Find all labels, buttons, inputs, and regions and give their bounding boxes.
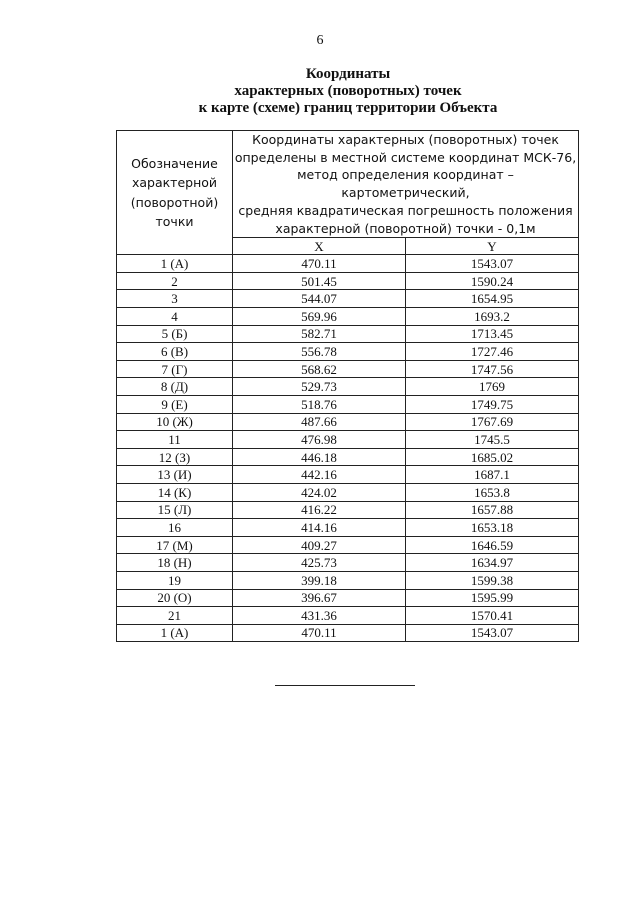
header-line: средняя квадратическая погрешность положения (238, 202, 573, 218)
point-cell: 5 (Б) (117, 325, 233, 343)
header-line: (поворотной) (130, 194, 219, 210)
point-cell: 18 (Н) (117, 554, 233, 572)
table-row (117, 272, 579, 290)
x-cell: 431.36 (233, 607, 406, 625)
point-cell: 8 (Д) (117, 378, 233, 396)
header-line: Координаты характерных (поворотных) точек (252, 132, 559, 147)
point-cell: 10 (Ж) (117, 413, 233, 431)
header-line: определены в местной системе координат МСК-76, (234, 149, 577, 165)
table-row (117, 589, 579, 607)
header-line: характерной (131, 175, 218, 191)
header-line: характерной (поворотной) точки - 0,1м (275, 220, 536, 236)
title-line-3: к карте (схеме) границ территории Объекта (198, 100, 498, 116)
page-number: 6 (316, 33, 324, 48)
point-cell: 19 (117, 571, 233, 589)
x-cell: 487.66 (233, 413, 406, 431)
y-cell: 1590.24 (406, 272, 579, 290)
x-cell: 399.18 (233, 571, 406, 589)
y-cell: 1599.38 (406, 571, 579, 589)
x-cell: 544.07 (233, 290, 406, 308)
point-cell: 14 (К) (117, 483, 233, 501)
y-cell: 1570.41 (406, 607, 579, 625)
y-cell: 1727.46 (406, 343, 579, 361)
table-row (117, 325, 579, 343)
point-cell: 17 (М) (117, 536, 233, 554)
table-row (117, 624, 579, 642)
point-cell: 15 (Л) (117, 501, 233, 519)
point-cell: 1 (А) (117, 255, 233, 273)
table-row (117, 255, 579, 273)
x-cell: 470.11 (233, 624, 406, 642)
point-cell: 16 (117, 519, 233, 537)
table-row (117, 448, 579, 466)
y-cell: 1657.88 (406, 501, 579, 519)
document-title (0, 66, 640, 117)
y-cell: 1653.18 (406, 519, 579, 537)
x-cell: 569.96 (233, 308, 406, 326)
point-cell: 2 (117, 272, 233, 290)
table-row (117, 607, 579, 625)
x-cell: 425.73 (233, 554, 406, 572)
y-cell: 1769 (406, 378, 579, 396)
y-cell: 1685.02 (406, 448, 579, 466)
y-cell: 1543.07 (406, 624, 579, 642)
y-cell: 1745.5 (406, 431, 579, 449)
x-cell: 568.62 (233, 360, 406, 378)
table-row (117, 431, 579, 449)
table-row (117, 343, 579, 361)
table-row (117, 395, 579, 413)
title-line-1: Координаты (305, 66, 391, 82)
y-cell: 1767.69 (406, 413, 579, 431)
header-line: точки (155, 214, 194, 230)
x-cell: 476.98 (233, 431, 406, 449)
x-cell: 424.02 (233, 483, 406, 501)
table-row (117, 413, 579, 431)
point-cell: 12 (З) (117, 448, 233, 466)
y-cell: 1693.2 (406, 308, 579, 326)
table-row (117, 308, 579, 326)
x-cell: 501.45 (233, 272, 406, 290)
table-row (117, 483, 579, 501)
x-cell: 470.11 (233, 255, 406, 273)
point-cell: 3 (117, 290, 233, 308)
coordinates-table (116, 130, 579, 642)
x-cell: 442.16 (233, 466, 406, 484)
y-cell: 1747.56 (406, 360, 579, 378)
point-cell: 9 (Е) (117, 395, 233, 413)
point-designation-header (117, 131, 233, 255)
point-cell: 13 (И) (117, 466, 233, 484)
table-row (117, 360, 579, 378)
x-cell: 446.18 (233, 448, 406, 466)
table-row (117, 571, 579, 589)
table-row (117, 519, 579, 537)
y-cell: 1653.8 (406, 483, 579, 501)
y-cell: 1543.07 (406, 255, 579, 273)
table-row (117, 554, 579, 572)
header-line: Обозначение (131, 155, 218, 171)
y-column-header: Y (406, 238, 579, 255)
x-column-header: X (233, 238, 406, 255)
y-cell: 1749.75 (406, 395, 579, 413)
x-cell: 518.76 (233, 395, 406, 413)
x-cell: 414.16 (233, 519, 406, 537)
x-cell: 582.71 (233, 325, 406, 343)
point-cell: 7 (Г) (117, 360, 233, 378)
point-cell: 4 (117, 308, 233, 326)
coordinates-description-header (233, 131, 579, 238)
table-row (117, 536, 579, 554)
x-cell: 529.73 (233, 378, 406, 396)
x-cell: 396.67 (233, 589, 406, 607)
x-cell: 409.27 (233, 536, 406, 554)
point-cell: 21 (117, 607, 233, 625)
y-cell: 1634.97 (406, 554, 579, 572)
y-cell: 1687.1 (406, 466, 579, 484)
y-cell: 1646.59 (406, 536, 579, 554)
title-line-2: характерных (поворотных) точек (234, 83, 462, 99)
y-cell: 1713.45 (406, 325, 579, 343)
point-cell: 20 (О) (117, 589, 233, 607)
x-cell: 556.78 (233, 343, 406, 361)
point-cell: 6 (В) (117, 343, 233, 361)
point-cell: 1 (А) (117, 624, 233, 642)
point-cell: 11 (117, 431, 233, 449)
table-row (117, 466, 579, 484)
table-row (117, 501, 579, 519)
table-row (117, 290, 579, 308)
x-cell: 416.22 (233, 501, 406, 519)
header-line: метод определения координат – картометрический, (297, 167, 514, 201)
footer-separator-line (275, 685, 415, 686)
y-cell: 1654.95 (406, 290, 579, 308)
y-cell: 1595.99 (406, 589, 579, 607)
table-row (117, 378, 579, 396)
